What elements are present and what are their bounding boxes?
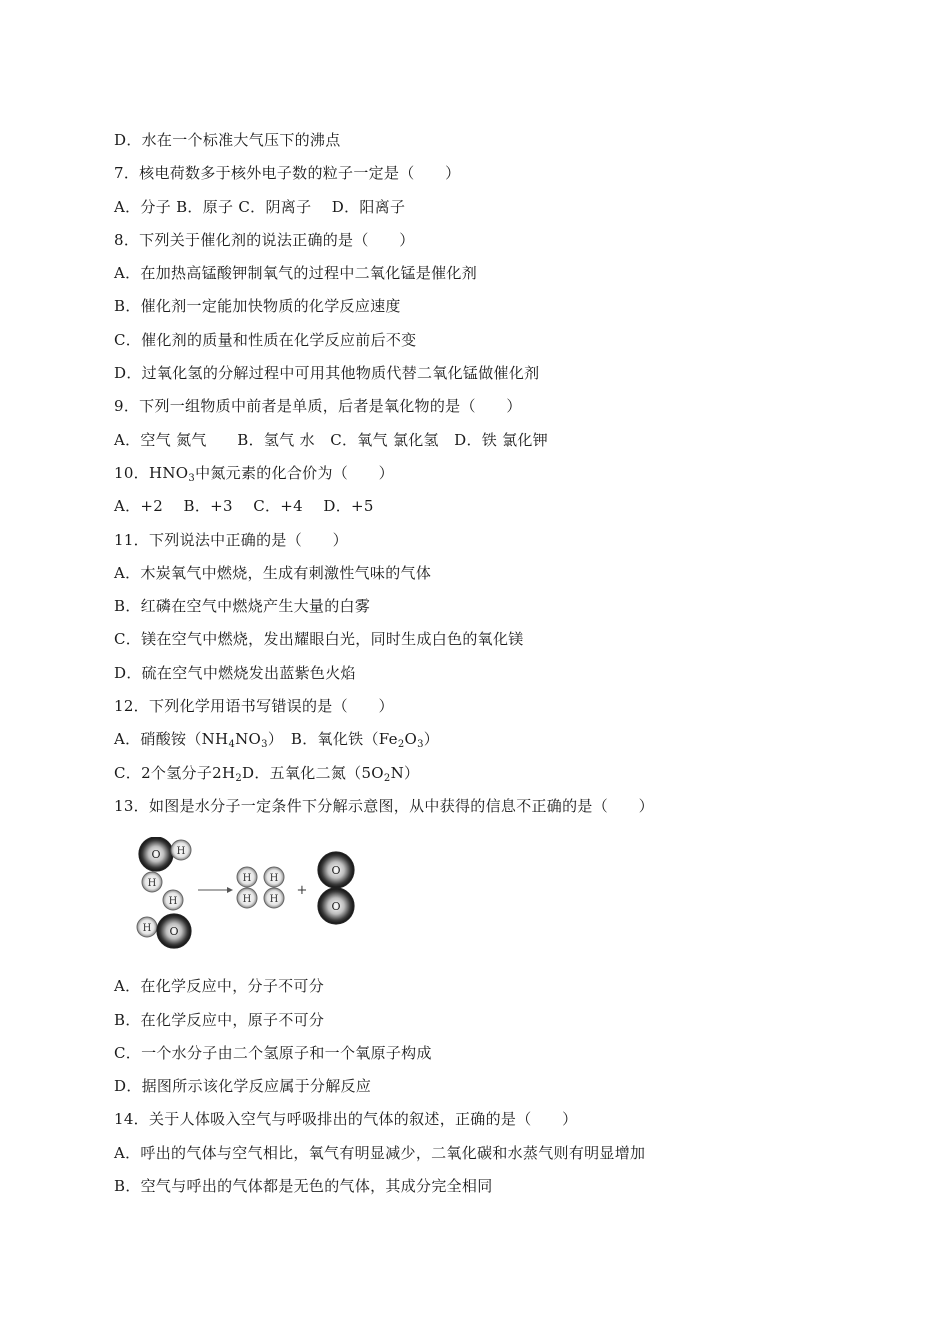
q8-stem: 8．下列关于催化剂的说法正确的是（ ） (114, 230, 415, 249)
q10-options: A．+2 B．+3 C．+4 D．+5 (114, 497, 374, 516)
q8-option-a: A．在加热高锰酸钾制氧气的过程中二氧化锰是催化剂 (114, 264, 478, 283)
hydrogen-atom-label: H (242, 873, 252, 885)
q10-subscript: 3 (188, 472, 196, 484)
q11-option-c: C．镁在空气中燃烧，发出耀眼白光，同时生成白色的氧化镁 (114, 630, 524, 649)
water-molecule-1 (139, 837, 191, 892)
q13-option-c: C．一个水分子由二个氢原子和一个氧原子构成 (114, 1043, 432, 1062)
reaction-arrow (198, 887, 233, 893)
q12-d-pre: D．五氧化二氮（5O (242, 763, 384, 782)
q12-a-post: ） B．氧化铁（Fe (267, 730, 398, 749)
q8-option-b: B．催化剂一定能加快物质的化学反应速度 (114, 297, 401, 316)
q11-stem: 11．下列说法中正确的是（ ） (114, 530, 348, 549)
q12-c-pre: C．2个氢分子2H (114, 763, 236, 782)
question-list (114, 124, 874, 1203)
q12-b-sub2: 3 (417, 739, 424, 751)
hydrogen-molecule-2 (264, 867, 284, 908)
q8-option-c: C．催化剂的质量和性质在化学反应前后不变 (114, 330, 417, 349)
q8-option-d: D．过氧化氢的分解过程中可用其他物质代替二氧化锰做催化剂 (114, 364, 540, 383)
q12-stem: 12．下列化学用语书写错误的是（ ） (114, 697, 394, 716)
q12-d-sub: 2 (383, 772, 391, 784)
hydrogen-atom-label: H (242, 894, 252, 906)
q12-b-post: ） (423, 730, 440, 749)
q14-option-a: A．呼出的气体与空气相比，氧气有明显减少，二氧化碳和水蒸气则有明显增加 (114, 1143, 646, 1162)
q12-c-sub: 2 (235, 772, 243, 784)
oxygen-molecule (318, 852, 354, 924)
q13-stem: 13．如图是水分子一定条件下分解示意图，从中获得的信息不正确的是（ ） (114, 796, 654, 815)
q11-option-a: A．木炭氧气中燃烧，生成有刺激性气味的气体 (114, 563, 432, 582)
q12-b-mid: O (404, 730, 418, 749)
q7-options: A．分子 B．原子 C．阴离子 D．阳离子 (114, 197, 406, 216)
q9-stem: 9．下列一组物质中前者是单质，后者是氧化物的是（ ） (114, 397, 522, 416)
hydrogen-atom-label: H (168, 896, 178, 908)
q13-option-a: A．在化学反应中，分子不可分 (114, 977, 325, 996)
q12-a-pre: A．硝酸铵（NH (114, 730, 229, 749)
q10-stem-text-a: 10．HNO (114, 463, 189, 482)
q13-option-b: B．在化学反应中，原子不可分 (114, 1010, 325, 1029)
q12-a-sub2: 3 (261, 739, 268, 751)
q12-options-ab (114, 723, 874, 756)
q12-a-sub1: 4 (228, 739, 236, 751)
q9-options: A．空气 氮气 B．氢气 水 C．氧气 氯化氢 D．铁 氯化钾 (114, 430, 549, 449)
oxygen-atom-label: O (331, 864, 341, 878)
hydrogen-atom-label: H (176, 846, 186, 858)
q10-stem (114, 457, 874, 490)
hydrogen-atom-label: H (269, 894, 279, 906)
oxygen-atom-label: O (331, 900, 341, 914)
q13-option-d: D．据图所示该化学反应属于分解反应 (114, 1077, 372, 1096)
q10-stem-text-b: 中氮元素的化合价为（ ） (195, 463, 394, 482)
oxygen-atom-label: O (169, 925, 179, 939)
oxygen-atom-label: O (151, 848, 161, 862)
q7-stem: 7．核电荷数多于核外电子数的粒子一定是（ ） (114, 164, 461, 183)
q11-option-d: D．硫在空气中燃烧发出蓝紫色火焰 (114, 663, 356, 682)
q14-option-b: B．空气与呼出的气体都是无色的气体，其成分完全相同 (114, 1177, 493, 1196)
q12-options-cd (114, 757, 874, 790)
q12-d-post: N） (390, 763, 420, 782)
water-molecule-2 (137, 890, 191, 948)
hydrogen-atom-label: H (147, 878, 157, 890)
q6-option-d: D．水在一个标准大气压下的沸点 (114, 131, 341, 149)
water-decomposition-svg (136, 837, 376, 962)
q11-option-b: B．红磷在空气中燃烧产生大量的白雾 (114, 597, 371, 616)
water-decomposition-diagram (136, 837, 376, 962)
q14-stem: 14．关于人体吸入空气与呼吸排出的气体的叙述，正确的是（ ） (114, 1110, 578, 1129)
hydrogen-molecule-1 (237, 867, 257, 908)
q12-a-mid: NO (235, 730, 262, 749)
plus-sign: + (296, 883, 308, 899)
hydrogen-atom-label: H (142, 923, 152, 935)
hydrogen-atom-label: H (269, 873, 279, 885)
q12-b-sub1: 2 (397, 739, 405, 751)
